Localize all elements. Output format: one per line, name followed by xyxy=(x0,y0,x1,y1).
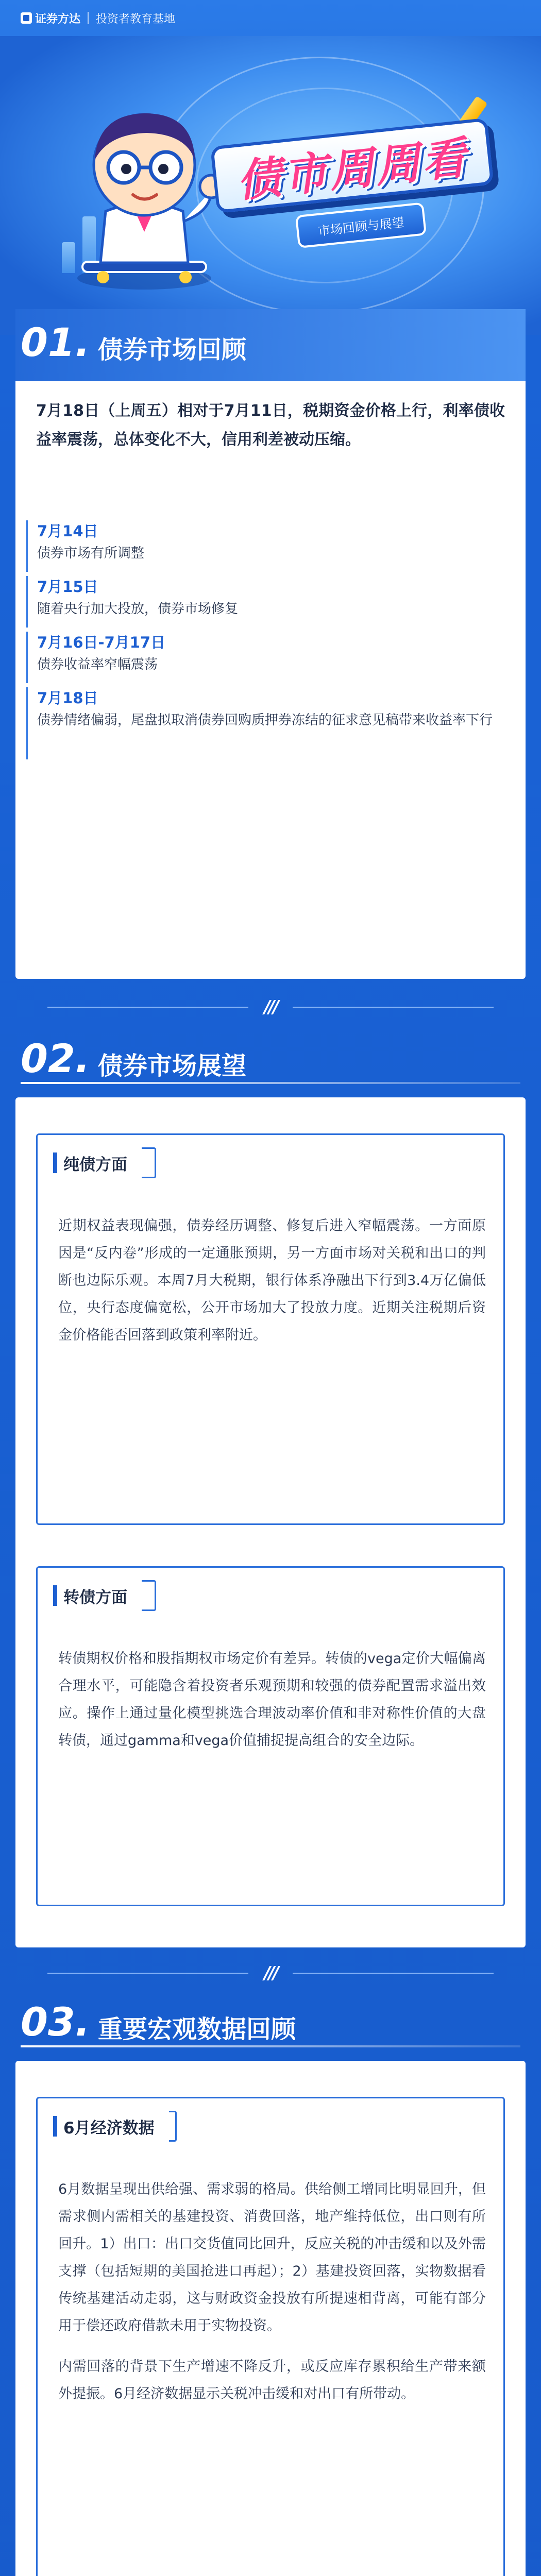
card-paragraph: 近期权益表现偏强，债券经历调整、修复后进入窄幅震荡。一方面原因是“反内卷”形成的一定通胀预期，另一方面市场对关税和出口的判断也边际乐观。本周7月大税期，银行体系净融出下行到3.4万亿偏低位，央行态度偏宽松，公开市场加大了投放力度。近期关注税期后资金价格能否回落到政策利率附近。 xyxy=(58,1218,486,1343)
section3-title: 重要宏观数据回顾 xyxy=(98,2015,296,2044)
brand-divider xyxy=(88,12,89,24)
hero-subtitle: 市场回顾与展望 xyxy=(317,215,405,239)
brand-tagline: 投资者教育基地 xyxy=(96,12,176,26)
section3-number: 03. xyxy=(21,1999,90,2045)
triple-slash-icon: /// xyxy=(264,1963,277,1984)
timeline-desc: 随着央行加大投放，债券市场修复 xyxy=(37,601,239,617)
card-body xyxy=(58,2176,486,2421)
logo-icon xyxy=(21,12,32,24)
hero-banner xyxy=(0,36,541,335)
section2-title: 债券市场展望 xyxy=(98,1052,247,1080)
card-tag-label: 转债方面 xyxy=(63,1588,127,1607)
section2-number: 02. xyxy=(21,1036,90,1081)
section1-title: 债券市场回顾 xyxy=(98,335,247,364)
section1-intro: 7月18日（上周五）相对于7月11日，税期资金价格上行，利率债收益率震荡，总体变化不大，信用利差被动压缩。 xyxy=(36,402,505,449)
timeline-item xyxy=(26,520,505,565)
card-tag xyxy=(48,2107,169,2146)
card-paragraph: 转债期权价格和股指期权市场定价有差异。转债的vega定价大幅偏离合理水平，可能隐含着投资者乐观预期和较强的债券配置需求溢出效应。操作上通过量化模型挑选合理波动率价值和非对称性价值的大盘转债，通过gamma和vega价值捕捉提高组合的安全边际。 xyxy=(58,1651,486,1749)
section-divider xyxy=(0,1963,541,1984)
card-paragraph: 6月数据呈现出供给强、需求弱的格局。供给侧工增同比明显回升，但需求侧内需相关的基建投资、消费回落，地产维持低位，出口则有所回升。1）出口：出口交货值同比回升，反应关税的冲击缓和以及外需支撑（包括短期的美国抢进口再起）；2）基建投资回落，实物数据看传统基建活动走弱，这与财政资金投放有所提速相背离，可能有部分用于偿还政府借款未用于实物投资。 xyxy=(58,2181,486,2334)
timeline-item xyxy=(26,576,505,620)
section-divider xyxy=(0,997,541,1018)
convertible-bond-card xyxy=(36,1566,505,1906)
card-tag xyxy=(48,1143,142,1182)
card-body xyxy=(58,1212,486,1362)
card-body xyxy=(58,1645,486,1768)
timeline-desc: 债券情绪偏弱，尾盘拟取消债券回购质押券冻结的征求意见稿带来收益率下行 xyxy=(37,713,493,728)
section1-header xyxy=(0,309,541,366)
mascot-illustration xyxy=(57,98,227,294)
timeline-date: 7月16日-7月17日 xyxy=(37,634,166,651)
timeline-date: 7月15日 xyxy=(37,578,98,596)
card-tag-label: 纯债方面 xyxy=(63,1155,127,1174)
brand-logo-text: 证券方达 xyxy=(35,12,81,26)
card-tag-label: 6月经济数据 xyxy=(63,2119,155,2138)
brand-logo xyxy=(21,10,80,26)
hero-title-plate xyxy=(210,118,494,214)
section2-header xyxy=(0,1030,541,1087)
timeline-desc: 债券市场有所调整 xyxy=(37,546,145,561)
pure-bond-card xyxy=(36,1133,505,1525)
hero-subtitle-plate xyxy=(295,202,427,248)
june-economic-card xyxy=(36,2097,505,2576)
hero-title: 债市周周看 xyxy=(234,132,471,208)
brand-bar xyxy=(0,0,541,36)
timeline-item xyxy=(26,632,505,676)
section1-number: 01. xyxy=(21,319,90,365)
timeline-date: 7月14日 xyxy=(37,522,98,540)
section3-header xyxy=(0,1994,541,2050)
card-tag xyxy=(48,1576,142,1615)
card-paragraph: 内需回落的背景下生产增速不降反升，或反应库存累积给生产带来额外提振。6月经济数据显示关税冲击缓和对出口有所带动。 xyxy=(58,2359,486,2402)
hero-title-sign xyxy=(209,107,512,291)
triple-slash-icon: /// xyxy=(264,997,277,1018)
timeline-desc: 债券收益率窄幅震荡 xyxy=(37,657,158,672)
timeline-date: 7月18日 xyxy=(37,689,98,707)
section1-timeline xyxy=(26,520,505,743)
timeline-item xyxy=(26,687,505,732)
